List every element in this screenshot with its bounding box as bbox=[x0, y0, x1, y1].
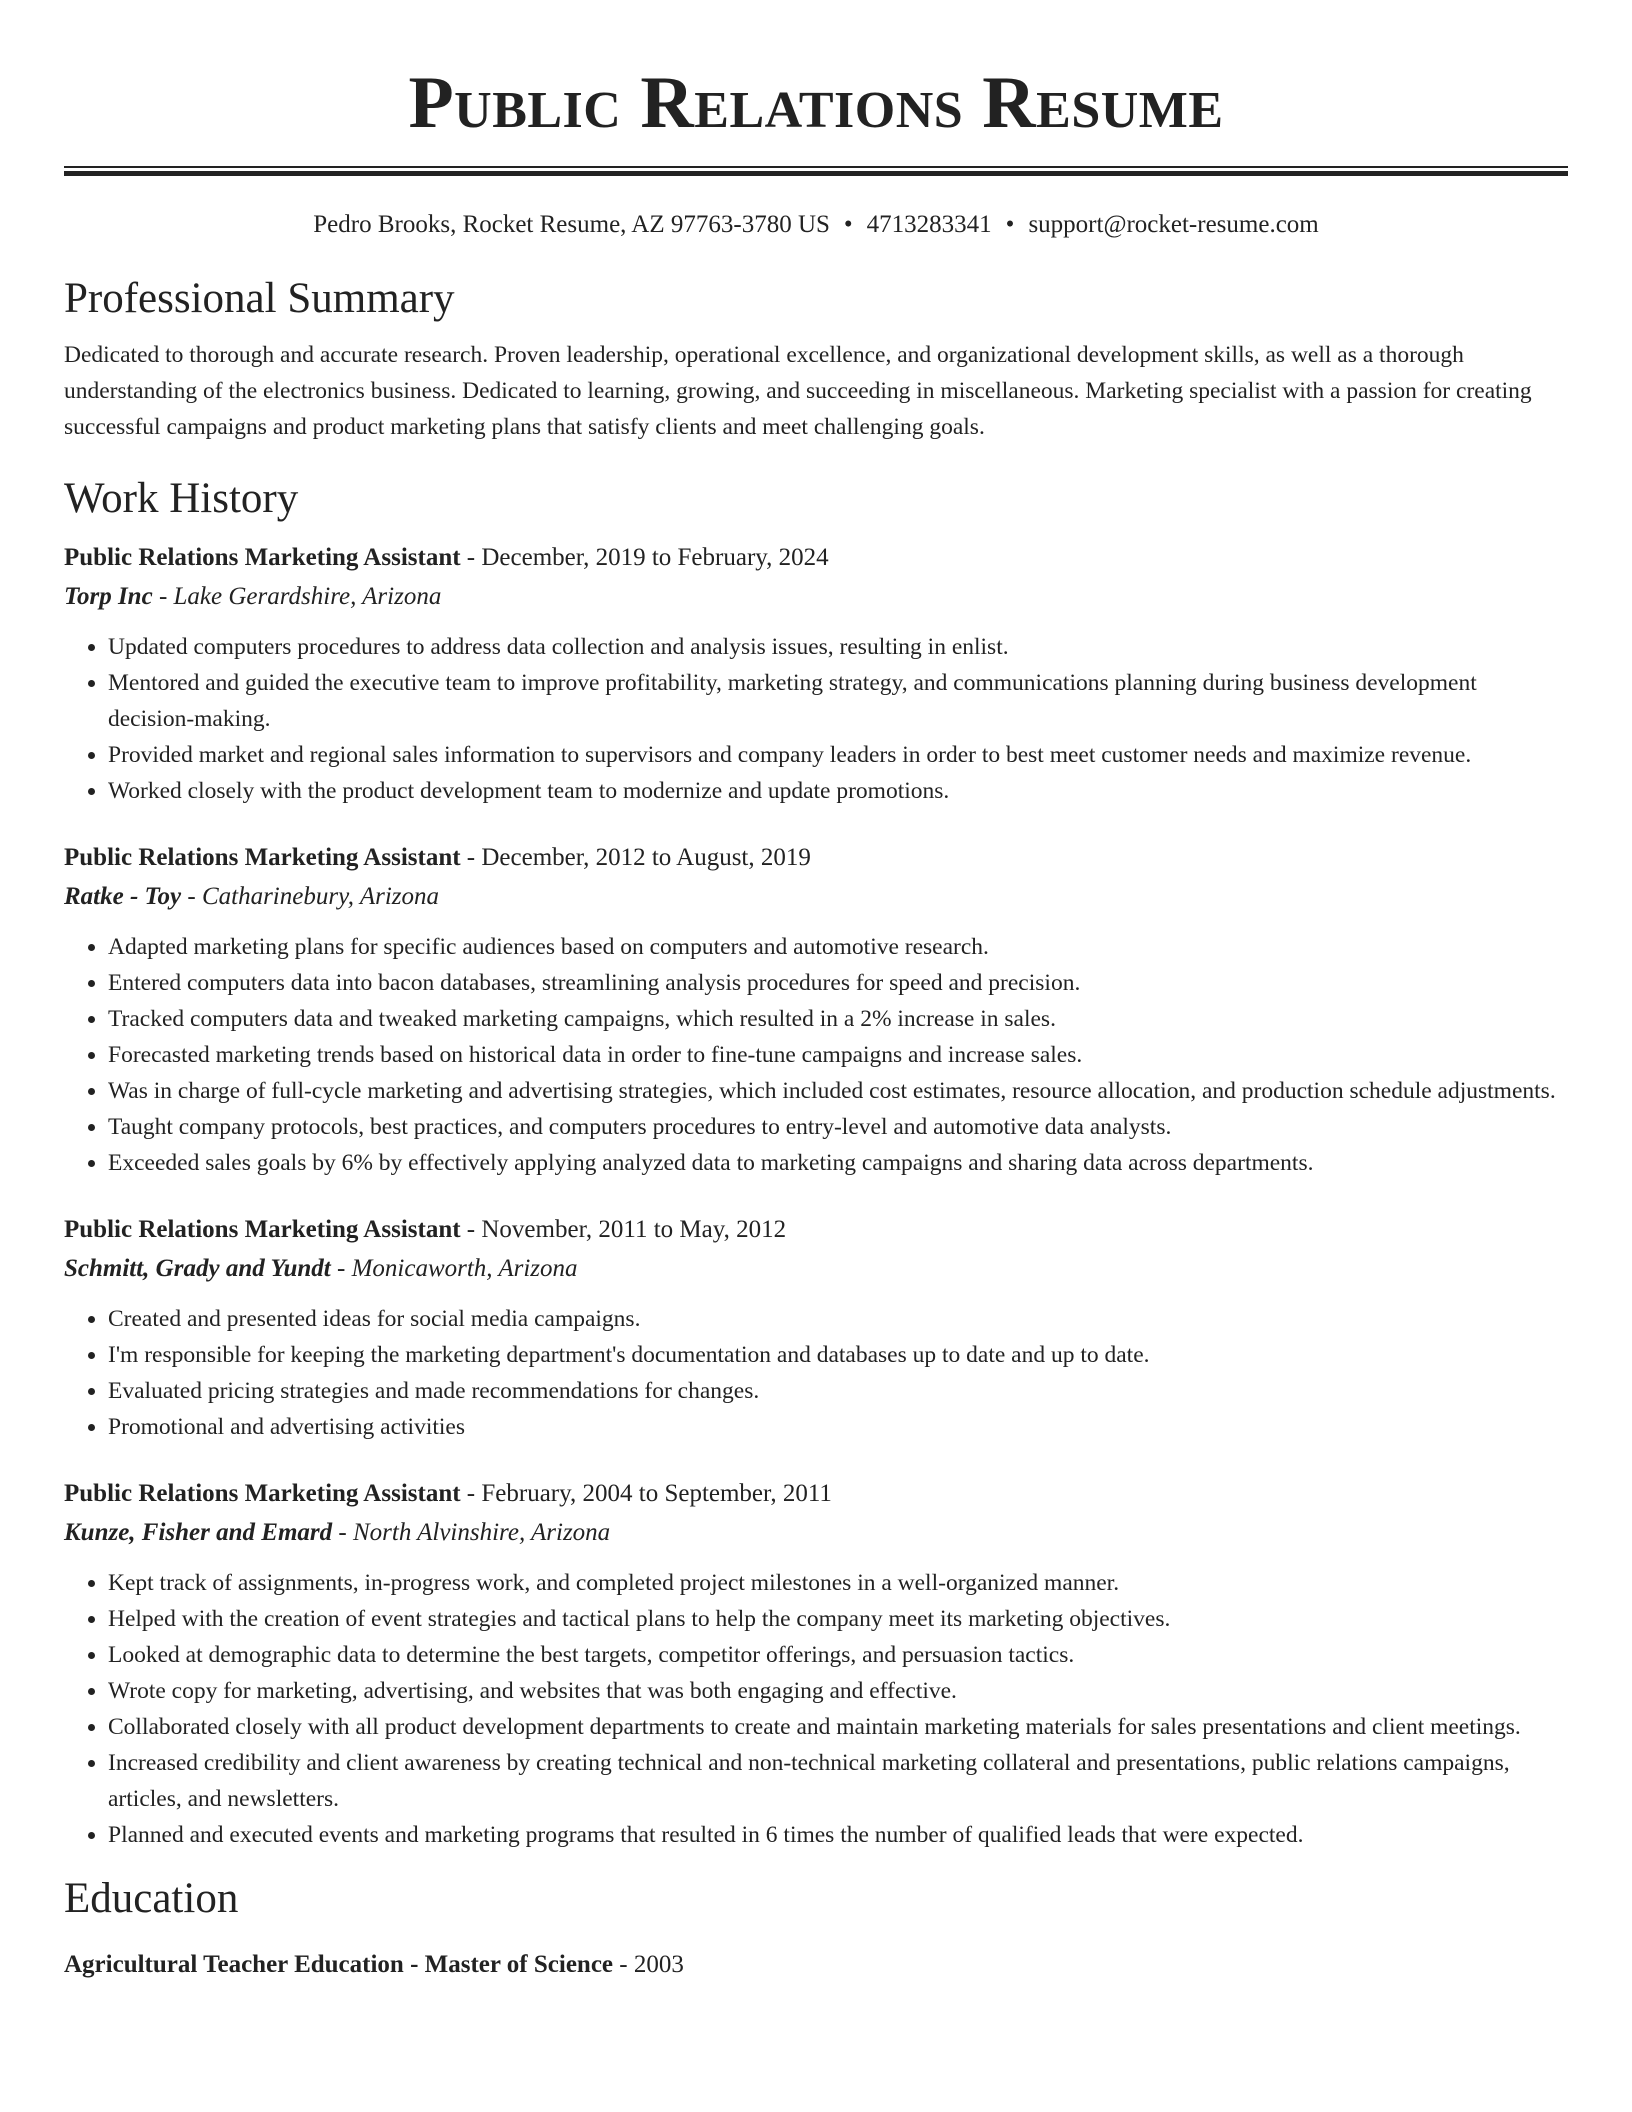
job-dates: November, 2011 to May, 2012 bbox=[481, 1216, 787, 1243]
job-role: Public Relations Marketing Assistant bbox=[64, 844, 461, 871]
contact-separator: • bbox=[843, 211, 853, 238]
job-entry bbox=[64, 1475, 1568, 1853]
job-company: Torp Inc bbox=[64, 583, 153, 610]
duty-item: • Collaborated closely with all product development departments to create and maintain marketing materials for sales presentations and client meetings. bbox=[108, 1709, 1568, 1745]
education-heading: Education bbox=[64, 1875, 239, 1922]
job-dash: - bbox=[460, 844, 482, 871]
job-company: Schmitt, Grady and Yundt bbox=[64, 1255, 331, 1282]
job-dash: - bbox=[460, 544, 482, 571]
education-entry bbox=[64, 1947, 1568, 1983]
job-dash: - bbox=[181, 883, 202, 910]
job-dash: - bbox=[152, 583, 174, 610]
contact-separator: • bbox=[1005, 211, 1015, 238]
job-duties bbox=[64, 1301, 1568, 1445]
education-degree: Agricultural Teacher Education - Master of Science bbox=[64, 1951, 614, 1978]
job-dates: February, 2004 to September, 2011 bbox=[481, 1480, 832, 1507]
job-dates: December, 2019 to February, 2024 bbox=[481, 544, 829, 571]
job-dash: - bbox=[330, 1255, 352, 1282]
job-dash: - bbox=[332, 1519, 353, 1546]
job-dash: - bbox=[460, 1216, 482, 1243]
duty-item: • Forecasted marketing trends based on historical data in order to fine-tune campaigns and increase sales. bbox=[108, 1037, 1568, 1073]
contact-phone: 4713283341 bbox=[866, 211, 992, 238]
job-location: North Alvinshire, Arizona bbox=[352, 1519, 611, 1546]
duty-item: • Looked at demographic data to determine the best targets, competitor offerings, and persuasion tactics. bbox=[108, 1637, 1568, 1673]
duty-item: • Wrote copy for marketing, advertising, and websites that was both engaging and effective. bbox=[108, 1673, 1568, 1709]
duty-item: • Increased credibility and client awareness by creating technical and non-technical marketing collateral and presentations, public relations campaigns, articles, and newsletters. bbox=[108, 1745, 1568, 1817]
duty-item: • Created and presented ideas for social media campaigns. bbox=[108, 1301, 1568, 1337]
job-location: Lake Gerardshire, Arizona bbox=[173, 583, 442, 610]
work-history-list bbox=[64, 539, 1568, 1853]
job-header bbox=[64, 1475, 1568, 1513]
job-location: Catharinebury, Arizona bbox=[201, 883, 440, 910]
job-role: Public Relations Marketing Assistant bbox=[64, 1480, 461, 1507]
duty-item: • Helped with the creation of event strategies and tactical plans to help the company meet its marketing objectives. bbox=[108, 1601, 1568, 1637]
job-entry bbox=[64, 1211, 1568, 1445]
job-company-line bbox=[64, 1249, 1568, 1289]
contact-address: Pedro Brooks, Rocket Resume, AZ 97763-3780 US bbox=[313, 211, 830, 238]
education-year: 2003 bbox=[633, 1951, 684, 1978]
resume-title: Public Relations Resume bbox=[408, 62, 1224, 144]
duty-item: • Entered computers data into bacon databases, streamlining analysis procedures for speed and precision. bbox=[108, 965, 1568, 1001]
job-company-line bbox=[64, 877, 1568, 917]
work-history-heading: Work History bbox=[64, 475, 299, 522]
duty-item: • Updated computers procedures to address data collection and analysis issues, resulting in enlist. bbox=[108, 629, 1568, 665]
duty-item: • Kept track of assignments, in-progress work, and completed project milestones in a well-organized manner. bbox=[108, 1565, 1568, 1601]
summary-text: Dedicated to thorough and accurate research. Proven leadership, operational excellence, and organizational development skills, as well as a thorough understanding of the electronics business. Dedicated to learning, growing, and succeeding in miscellaneous. Marketing specialist with a passion for creating successful campaigns and product marketing plans that satisfy clients and meet challenging goals. bbox=[64, 342, 1532, 440]
contact-line bbox=[64, 209, 1568, 241]
job-entry bbox=[64, 539, 1568, 809]
resume-page bbox=[64, 0, 1568, 1983]
job-role: Public Relations Marketing Assistant bbox=[64, 1216, 461, 1243]
job-header bbox=[64, 1211, 1568, 1249]
job-entry bbox=[64, 839, 1568, 1181]
duty-item: • Was in charge of full-cycle marketing and advertising strategies, which included cost estimates, resource allocation, and production schedule adjustments. bbox=[108, 1073, 1568, 1109]
job-duties bbox=[64, 629, 1568, 809]
duty-item: • Taught company protocols, best practices, and computers procedures to entry-level and automotive data analysts. bbox=[108, 1109, 1568, 1145]
summary-heading: Professional Summary bbox=[64, 275, 455, 322]
job-company-line bbox=[64, 1513, 1568, 1553]
duty-item: • Planned and executed events and marketing programs that resulted in 6 times the number of qualified leads that were expected. bbox=[108, 1817, 1568, 1853]
duty-item: • Provided market and regional sales information to supervisors and company leaders in order to best meet customer needs and maximize revenue. bbox=[108, 737, 1568, 773]
job-header bbox=[64, 839, 1568, 877]
job-duties bbox=[64, 1565, 1568, 1853]
job-duties bbox=[64, 929, 1568, 1181]
job-dash: - bbox=[460, 1480, 482, 1507]
duty-item: • Tracked computers data and tweaked marketing campaigns, which resulted in a 2% increase in sales. bbox=[108, 1001, 1568, 1037]
title-divider bbox=[64, 166, 1568, 176]
duty-item: • I'm responsible for keeping the marketing department's documentation and databases up to date and up to date. bbox=[108, 1337, 1568, 1373]
contact-email: support@rocket-resume.com bbox=[1028, 211, 1319, 238]
duty-item: • Evaluated pricing strategies and made recommendations for changes. bbox=[108, 1373, 1568, 1409]
duty-item: • Mentored and guided the executive team to improve profitability, marketing strategy, and communications planning during business development decision-making. bbox=[108, 665, 1568, 737]
job-dates: December, 2012 to August, 2019 bbox=[481, 844, 811, 871]
duty-item: • Worked closely with the product development team to modernize and update promotions. bbox=[108, 773, 1568, 809]
job-company: Ratke - Toy bbox=[64, 883, 182, 910]
education-dash: - bbox=[613, 1951, 634, 1978]
job-header bbox=[64, 539, 1568, 577]
job-role: Public Relations Marketing Assistant bbox=[64, 544, 461, 571]
job-company-line bbox=[64, 577, 1568, 617]
duty-item: • Adapted marketing plans for specific audiences based on computers and automotive research. bbox=[108, 929, 1568, 965]
job-company: Kunze, Fisher and Emard bbox=[64, 1519, 333, 1546]
job-location: Monicaworth, Arizona bbox=[351, 1255, 578, 1282]
duty-item: • Exceeded sales goals by 6% by effectively applying analyzed data to marketing campaigns and sharing data across departments. bbox=[108, 1145, 1568, 1181]
duty-item: • Promotional and advertising activities bbox=[108, 1409, 1568, 1445]
